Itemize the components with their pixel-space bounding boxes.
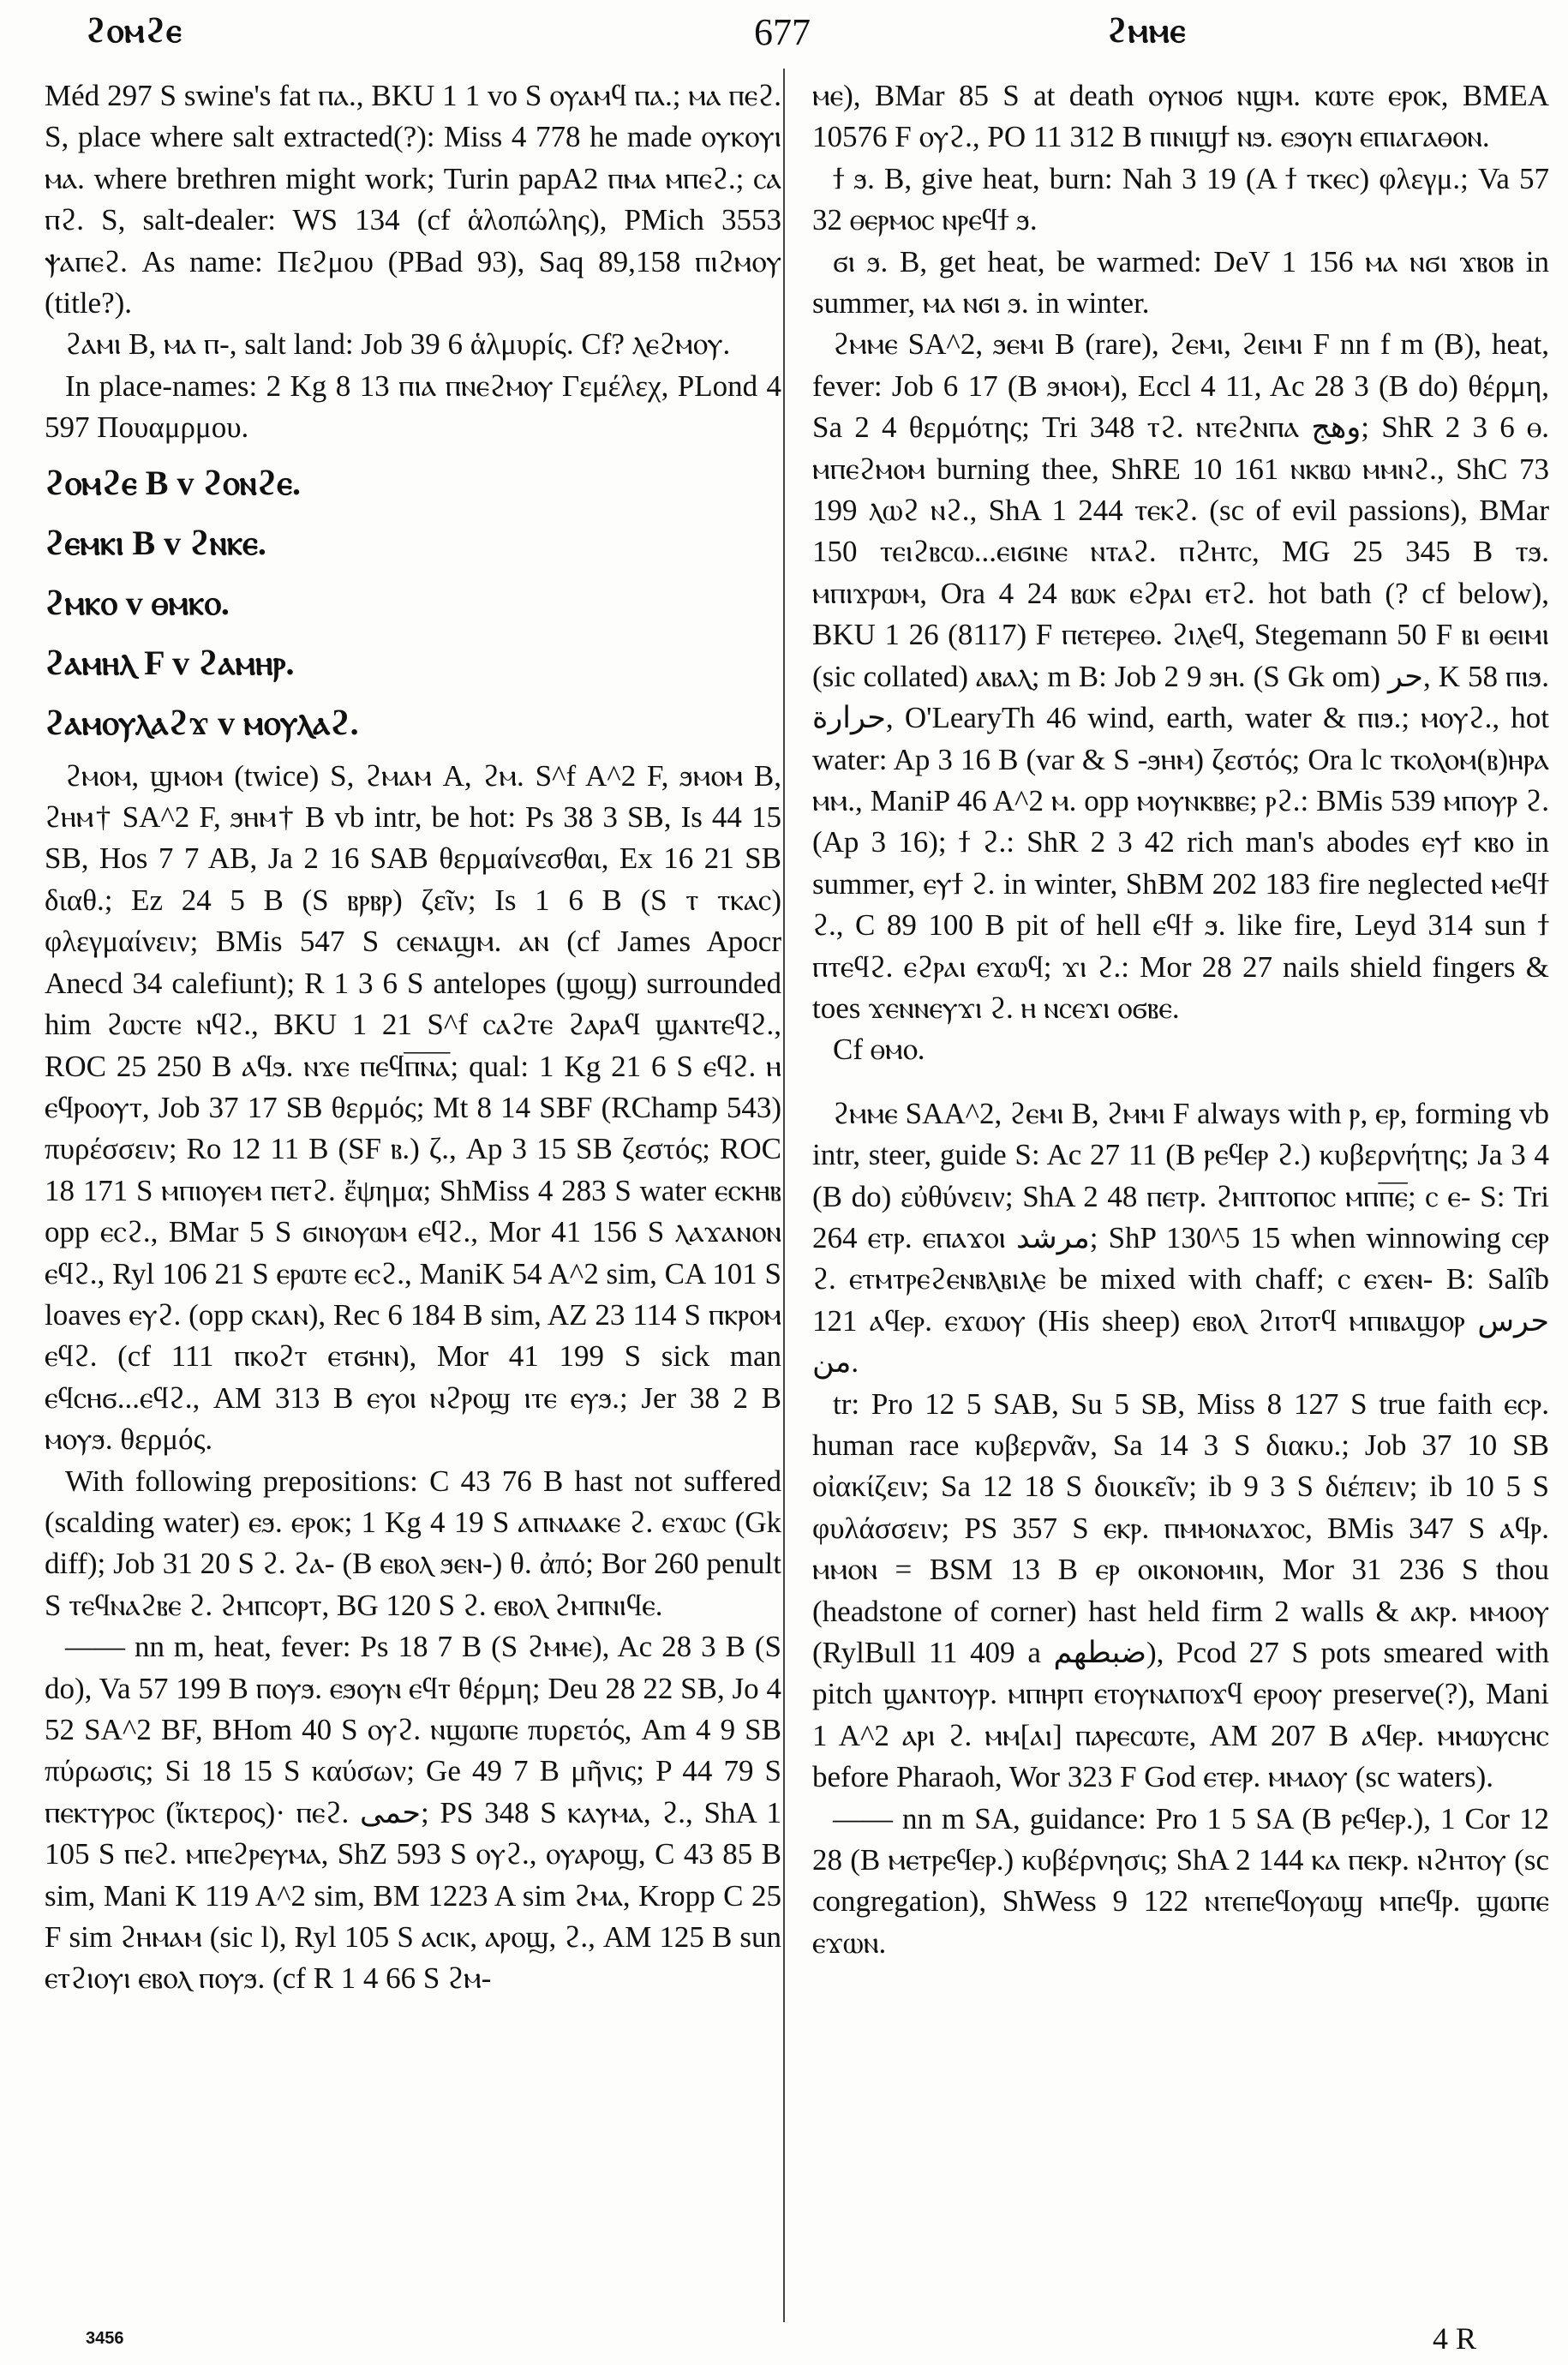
cross-reference-entry: ϩⲙⲕⲟ v ⲑⲙⲕⲟ. bbox=[45, 583, 230, 622]
signature-mark: 4 R bbox=[1433, 2321, 1477, 2356]
entry-paragraph: In place-names: 2 Kg 8 13 ⲡⲓⲁ ⲡⲛⲉϩⲙⲟⲩ Γεμέλεχ, PLond 4 597 Πουαμρμου. bbox=[45, 368, 781, 445]
main-entry-hmom: ϩⲙⲟⲙ, ϣⲙⲟⲙ (twice) S, ϩⲙⲁⲙ A, ϩⲙ. S^f A^2 F, ϧⲙⲟⲙ B, ϩⲏⲙ† SA^2 F, ϧⲏⲙ† B vb intr, be hot: Ps 38 3 SB, Is 44 15 SB, Hos 7 7 AB, Ja 2 16 SAB θερμαίνεσθαι, Ex 16 21 SB διαθ.; Ez 24 5 B (S ⲃⲣⲃⲣ) ζεῖν; Is 1 6 B (S ⲧ ⲧⲕⲁⲥ) φλεγμαίνειν; BMis 547 S ⲥⲉⲛⲁϣⲙ. ⲁⲛ (cf James Apocr Anecd 34 calefiunt); R 1 3 6 S antelopes (ϣⲟϣ) surrounded him ϩⲱⲥⲧⲉ ⲛϥϩ., BKU 1 21 S^f ⲥⲁϩⲧⲉ ϩⲁⲣⲁϥ ϣⲁⲛⲧⲉϥϩ., ROC 25 250 B ⲁϥϧ. ⲛϫⲉ ⲡⲉϥⲡ̅ⲛ̅ⲁ̅; qual: 1 Kg 21 6 S ⲉϥϩ. ⲏ ⲉϥⲣⲟⲟⲩⲧ, Job 37 17 SB θερμός; Mt 8 14 SBF (RChamp 543) πυρέσσειν; Ro 12 11 B (SF ⲃ.) ζ., Ap 3 15 SB ζεστός; ROC 18 171 S ⲙⲡⲓⲟⲩⲉⲙ ⲡⲉⲧϩ. ἔψημα; ShMiss 4 283 S water ⲉⲥⲕⲏⲃ opp ⲉⲥϩ., BMar 5 S ϭⲓⲛⲟⲩⲱⲙ ⲉϥϩ., Mor 41 156 S ⲗⲁϫⲁⲛⲟⲛ ⲉϥϩ., Ryl 106 21 S ⲉⲣⲱⲧⲉ ⲉⲥϩ., ManiK 54 A^2 sim, CA 101 S loaves ⲉⲩϩ. (opp ⲥⲕⲁⲛ), Rec 6 184 B sim, AZ 23 114 S ⲡⲕⲣⲟⲙ ⲉϥϩ. (cf 111 ⲡⲕⲟϩⲧ ⲉⲧϭⲏⲛ), Mor 41 199 S sick man ⲉϥⲥⲏϭ...ⲉϥϩ., AM 313 B ⲉⲩⲟⲓ ⲛϩⲣⲟϣ ⲓⲧⲉ ⲉⲩϧ.; Jer 38 2 B ⲙⲟⲩϧ. θερμός. bbox=[45, 758, 781, 1457]
cross-reference-entry: ϩⲁⲙⲏⲗ F v ϩⲁⲙⲏⲣ. bbox=[45, 643, 295, 682]
main-entry-hmme-heat: ϩⲙⲙⲉ SA^2, ϧⲉⲙⲓ B (rare), ϩⲉⲙⲓ, ϩⲉⲓⲙⲓ F nn f m (B), heat, fever: Job 6 17 (B ϧⲙⲟⲙ), Eccl 4 11, Ac 28 3 (B do) θέρμη, Sa 2 4 θερμότης; Tri 348 ⲧϩ. ⲛⲧⲉϩⲛⲡⲁ ‏وهج‎; ShR 2 3 6 ⲑ. ⲙⲡⲉϩⲙⲟⲙ burning thee, ShRE 10 161 ⲛⲕⲃⲱ ⲙⲙⲛϩ., ShC 73 199 ⲗⲱϩ ⲛϩ., ShA 1 244 ⲧⲉⲕϩ. (sc of evil passions), BMar 150 ⲧⲉⲓϩⲃⲥⲱ...ⲉⲓϭⲓⲛⲉ ⲛⲧⲁϩ. ⲡϩⲏⲧⲥ, MG 25 345 B ⲧϧ. ⲙⲡⲓϫⲣⲱⲙ, Ora 4 24 ⲃⲱⲕ ⲉϩⲣⲁⲓ ⲉⲧϩ. hot bath (? cf below), BKU 1 26 (8117) F ⲡⲉⲧⲉⲣⲉⲑ. ϩⲓⲗⲉϥ, Stegemann 50 F ⲃⲓ ⲑⲉⲓⲙⲓ (sic collated) ⲁⲃⲁⲗ; m B: Job 2 9 ϧⲏ. (S Gk om) ‏حر‎, K 58 ⲡⲓϧ. ‏حرارة‎, O'LearyTh 46 wind, earth, water & ⲡⲓϧ.; ⲙⲟⲩϩ., hot water: Ap 3 16 B (var & S -ϧⲏⲙ) ζεστός; Ora lc ⲧⲕⲟⲗⲟⲙ(ⲃ)ⲏⲣⲁ ⲙⲙ., ManiP 46 A^2 ⲙ. opp ⲙⲟⲩⲛⲕⲃⲃⲉ; ⲣϩ.: BMis 539 ⲙⲡⲟⲩⲣ ϩ. (Ap 3 16); ϯ ϩ.: ShR 2 3 42 rich man's abodes ⲉⲩϯ ⲕⲃⲟ in summer, ⲉⲩϯ ϩ. in winter, ShBM 202 183 fire neglected ⲙⲉϥϯ ϩ., C 89 100 B pit of hell ⲉϥϯ ϧ. like fire, Leyd 314 sun ϯ ⲡⲧⲉϥϩ. ⲉϩⲣⲁⲓ ⲉϫⲱϥ; ϫⲓ ϩ.: Mor 28 27 nails shield fingers & toes ϫⲉⲛⲛⲉⲩϫⲓ ϩ. ⲏ ⲛⲥⲉϫⲓ ⲟϭⲃⲉ. bbox=[812, 327, 1549, 1025]
entry-paragraph: ϭⲓ ϧ. B, get heat, be warmed: DeV 1 156 ⲙⲁ ⲛϭⲓ ϫⲃⲟⲃ in summer, ⲙⲁ ⲛϭⲓ ϧ. in winter. bbox=[812, 244, 1549, 320]
cross-reference-entry: ϩⲟⲙϩⲉ B v ϩⲟⲛϩⲉ. bbox=[45, 463, 301, 502]
entry-prepositions: With following prepositions: C 43 76 B hast not suffered (scalding water) ⲉϧ. ⲉⲣⲟⲕ; 1 Kg 4 19 S ⲁⲡⲛⲁⲁⲕⲉ ϩ. ⲉϫⲱⲥ (Gk diff); Job 31 20 S ϩ. ϩⲁ- (B ⲉⲃⲟⲗ ϧⲉⲛ-) θ. ἀπό; Bor 260 penult S ⲧⲉϥⲛⲁϩⲃⲉ ϩ. ϩⲙⲡⲥⲟⲣⲧ, BG 120 S ϩ. ⲉⲃⲟⲗ ϩⲙⲡⲛⲓϥⲉ. bbox=[45, 1464, 781, 1622]
entry-noun-sense: —— nn m, heat, fever: Ps 18 7 B (S ϩⲙⲙⲉ), Ac 28 3 B (S do), Va 57 199 B ⲡⲟⲩϧ. ⲉϧⲟⲩⲛ ⲉϥⲧ θέρμη; Deu 28 22 SB, Jo 4 52 SA^2 BF, BHom 40 S ⲟⲩϩ. ⲛϣⲱⲡⲉ πυρετός, Am 4 9 SB πύρωσις; Si 18 15 S καύσων; Ge 49 7 B μῆνις; P 44 79 S ⲡⲉⲕⲧⲩⲣⲟⲥ (ἴκτερος)· ⲡⲉϩ. ‏حمى‎; PS 348 S ⲕⲁⲩⲙⲁ, ϩ., ShA 1 105 S ⲡⲉϩ. ⲙⲡⲉϩⲣⲉⲩⲙⲁ, ShZ 593 S ⲟⲩϩ., ⲟⲩⲁⲣⲟϣ, C 43 85 B sim, Mani K 119 A^2 sim, BM 1223 A sim ϩⲙⲁ, Kropp C 25 F sim ϩⲏⲙⲁⲙ (sic l), Ryl 105 S ⲁⲥⲓⲕ, ⲁⲣⲟϣ, ϩ., AM 125 B sun ⲉⲧϩⲓⲟⲩⲓ ⲉⲃⲟⲗ ⲡⲟⲩϧ. (cf R 1 4 66 S ϩⲙ- bbox=[45, 1630, 781, 1996]
header-left-headword: ϩⲟⲙϩⲉ bbox=[86, 10, 183, 51]
right-column bbox=[812, 75, 1549, 1964]
header-right-headword: ϩⲙⲙⲉ bbox=[1107, 10, 1187, 51]
entry-paragraph: ϯ ϧ. B, give heat, burn: Nah 3 19 (A ϯ ⲧⲕⲉⲥ) φλεγμ.; Va 57 32 ⲑⲉⲣⲙⲟⲥ ⲛⲣⲉϥϯ ϧ. bbox=[812, 161, 1549, 237]
entry-paragraph: ⲙⲉ), BMar 85 S at death ⲟⲩⲛⲟϭ ⲛϣⲙ. ⲕⲱⲧⲉ ⲉⲣⲟⲕ, BMEA 10576 F ⲟⲩϩ., PO 11 312 B ⲡⲓⲛⲓϣϯ ⲛϧ. ⲉϧⲟⲩⲛ ⲉⲡⲓⲁⲅⲁⲑⲟⲛ. bbox=[812, 79, 1549, 154]
entry-paragraph: Méd 297 S swine's fat ⲡⲁ., BKU 1 1 vo S ⲟⲩⲁⲙϥ ⲡⲁ.; ⲙⲁ ⲡⲉϩ. S, place where salt extracted(?): Miss 4 778 he made ⲟⲩⲕⲟⲩⲓ ⲙⲁ. where brethren might work; Turin papA2 ⲡⲙⲁ ⲙⲡⲉϩ.; ⲥⲁ ⲡϩ. S, salt-dealer: WS 134 (cf ἁλοπώλης), PMich 3553 ⲯⲁⲡⲉϩ. As name: Πεϩμου (PBad 93), Saq 89,158 ⲡⲓϩⲙⲟⲩ (title?). bbox=[45, 79, 781, 320]
entry-transitive: tr: Pro 12 5 SAB, Su 5 SB, Miss 8 127 S true faith ⲉⲥⲣ. human race κυβερνᾶν, Sa 14 3 S διακυ.; Job 37 10 SB οἰακίζειν; Sa 12 18 S διοικεῖν; ib 9 3 S διέπειν; ib 10 5 S φυλάσσειν; PS 357 S ⲉⲕⲣ. ⲡⲙⲙⲟⲛⲁϫⲟⲥ, BMis 347 S ⲁϥⲣ. ⲙⲙⲟⲛ = BSM 13 B ⲉⲣ ⲟⲓⲕⲟⲛⲟⲙⲓⲛ, Mor 31 236 S thou (headstone of corner) hast held firm 2 walls & ⲁⲕⲣ. ⲙⲙⲟⲟⲩ (RylBull 11 409 a ‏ضبطهم‎), Pcod 27 S pots smeared with pitch ϣⲁⲛⲧⲟⲩⲣ. ⲙⲡⲏⲣⲡ ⲉⲧⲟⲩⲛⲁⲡⲟϫϥ ⲉⲣⲟⲟⲩ preserve(?), Mani 1 A^2 ⲁⲣⲓ ϩ. ⲙⲙ[ⲁⲓ] ⲡⲁⲣⲉⲥⲱⲧⲉ, AM 207 B ⲁϥⲉⲣ. ⲙⲙⲱⲩⲥⲏⲥ before Pharaoh, Wor 323 F God ⲉⲧⲉⲣ. ⲙⲙⲁⲟⲩ (sc waters). bbox=[812, 1386, 1549, 1794]
entry-cf: Cf ⲑⲙⲟ. bbox=[833, 1033, 925, 1067]
page-number: 677 bbox=[754, 11, 811, 53]
cross-reference-entry: ϩⲉⲙⲕⲓ B v ϩⲛⲕⲉ. bbox=[45, 523, 266, 562]
entry-noun-sense: —— nn m SA, guidance: Pro 1 5 SA (B ⲣⲉϥⲉⲣ.), 1 Cor 12 28 (B ⲙⲉⲧⲣⲉϥⲉⲣ.) κυβέρνησις; ShA 2 144 ⲕⲁ ⲡⲉⲕⲣ. ⲛϩⲏⲧⲟⲩ (sc congregation), ShWess 9 122 ⲛⲧⲉⲡⲉϥⲟⲩⲱϣ ⲙⲡⲉϥⲣ. ϣⲱⲡⲉ ⲉϫⲱⲛ. bbox=[812, 1801, 1549, 1960]
page-header bbox=[0, 10, 1568, 62]
column-divider bbox=[783, 69, 785, 2322]
cross-reference-entry: ϩⲁⲙⲟⲩⲗⲁϩϫ v ⲙⲟⲩⲗⲁϩ. bbox=[45, 703, 359, 742]
left-column bbox=[45, 75, 781, 2000]
main-entry-hmme-steer: ϩⲙⲙⲉ SAA^2, ϩⲉⲙⲓ B, ϩⲙⲙⲓ F always with ⲣ, ⲉⲣ, forming vb intr, steer, guide S: Ac 27 11 (B ⲣⲉϥⲉⲣ ϩ.) κυβερνήτης; Ja 3 4 (B do) εὐθύνειν; ShA 2 48 ⲡⲉⲧⲣ. ϩⲙⲡⲧⲟⲡⲟⲥ ⲙⲡⲡ̅ⲉ̅; ⲥ ⲉ- S: Tri 264 ⲉⲧⲣ. ⲉⲡⲁϫⲟⲓ ‏مرشد‎; ShP 130^5 15 when winnowing ⲥⲉⲣ ϩ. ⲉⲧⲙⲧⲣⲉϩⲉⲛⲃⲗⲃⲓⲗⲉ be mixed with chaff; ⲥ ⲉϫⲉⲛ- B: Salîb 121 ⲁϥⲉⲣ. ⲉϫⲱⲟⲩ (His sheep) ⲉⲃⲟⲗ ϩⲓⲧⲟⲧϥ ⲙⲡⲓⲃⲁϣⲟⲣ ‏حرس من‎. bbox=[812, 1096, 1550, 1380]
printer-code: 3456 bbox=[86, 2329, 124, 2348]
entry-paragraph: ϩⲁⲙⲓ B, ⲙⲁ ⲡ-, salt land: Job 39 6 ἁλμυρίς. Cf? ⲗⲉϩⲙⲟⲩ. bbox=[65, 327, 731, 362]
